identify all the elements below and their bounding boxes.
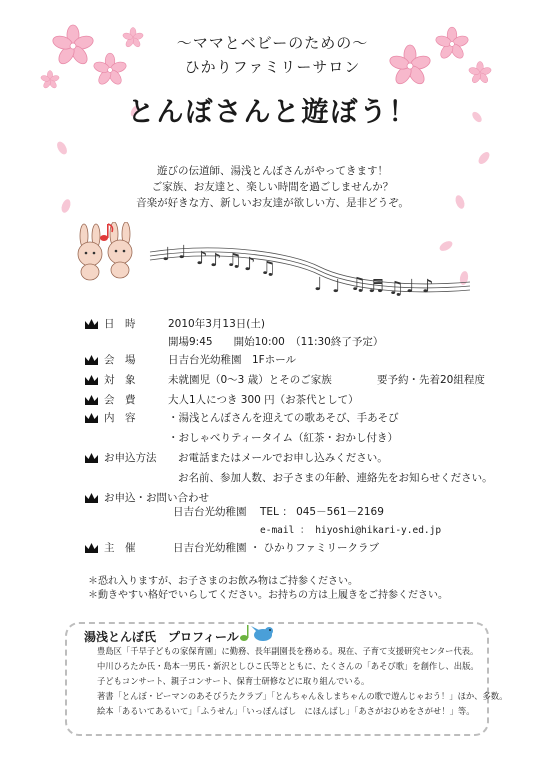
profile-line: 子どもコンサート、親子コンサート、保育士研修などに取り組んでいる。 bbox=[97, 676, 370, 686]
detail-host bbox=[84, 540, 524, 556]
intro-line: ご家族、お友達と、楽しい時間を過ごしませんか？ bbox=[151, 181, 394, 193]
svg-text:♪: ♪ bbox=[196, 248, 208, 269]
intro-line: 音楽が好きな方、新しいお友達が欲しい方、是非どうぞ。 bbox=[136, 197, 409, 209]
profile-line: 豊島区「千早子どもの家保育園」に勤務、長年副園長を務める。現在、子育て支援研究センター代表。 bbox=[97, 646, 479, 656]
svg-text:♪: ♪ bbox=[210, 250, 222, 271]
detail-value: 開場9:45 開始10:00 （11:30終了予定） bbox=[168, 336, 384, 348]
detail-apply-2 bbox=[84, 470, 524, 486]
detail-label: お申込方法 bbox=[104, 452, 157, 464]
svg-text:♫: ♫ bbox=[350, 274, 367, 295]
profile-title: 湯浅とんぼ氏 プロフィール bbox=[84, 630, 239, 644]
profile-line: 絵本「あるいてあるいて」「ふうせん」「いっぽんばし にほんばし」「あさがおひめをさがせ！」等。 bbox=[97, 706, 475, 716]
crown-icon bbox=[84, 354, 99, 366]
detail-value: 日吉台光幼稚園 1Fホール bbox=[168, 354, 297, 366]
detail-time bbox=[84, 334, 524, 350]
detail-value: 大人1人につき 300 円（お茶代として） bbox=[168, 394, 359, 406]
contact-email: e-mail ： hiyoshi@hikari-y.ed.jp bbox=[260, 525, 442, 536]
svg-text:♪: ♪ bbox=[422, 276, 434, 297]
detail-value: お名前、参加人数、お子さまの年齢、連絡先をお知らせください。 bbox=[178, 472, 493, 484]
svg-text:♪: ♪ bbox=[244, 254, 256, 275]
detail-label: 主 催 bbox=[104, 542, 136, 554]
svg-text:♩: ♩ bbox=[314, 274, 323, 295]
detail-content bbox=[84, 410, 524, 426]
detail-label: 内 容 bbox=[104, 412, 136, 424]
crown-icon bbox=[84, 318, 99, 330]
crown-icon bbox=[84, 394, 99, 406]
contact-tel: TEL ： 045－561－2169 bbox=[260, 506, 384, 518]
crown-icon bbox=[84, 542, 99, 554]
crown-icon bbox=[84, 492, 99, 504]
note-line: ＊動きやすい格好でいらしてください。お持ちの方は上履きをご持参ください。 bbox=[88, 590, 448, 601]
intro-line: 遊びの伝道師、湯浅とんぼさんがやってきます！ bbox=[157, 165, 388, 177]
detail-venue bbox=[84, 352, 524, 368]
svg-text:♩: ♩ bbox=[406, 276, 415, 297]
detail-apply bbox=[84, 450, 524, 466]
detail-value: ・湯浅とんぼさんを迎えての歌あそび、手あそび bbox=[168, 412, 399, 424]
profile-line: 中川ひろたか氏・島本一男氏・新沢としひこ氏等とともに、たくさんの「あそび歌」を創作し、出版。 bbox=[97, 661, 479, 671]
detail-content-2 bbox=[84, 430, 524, 446]
event-series-subtitle: 〜ママとベビーのための〜 bbox=[176, 34, 369, 52]
detail-label: 対 象 bbox=[104, 374, 136, 386]
detail-label: 会 場 bbox=[104, 354, 136, 366]
svg-text:♩: ♩ bbox=[178, 242, 187, 263]
bird-note-icon bbox=[237, 622, 277, 644]
note-line: ＊恐れ入りますが、お子さまのお飲み物はご持参ください。 bbox=[88, 576, 358, 587]
page-title: とんぼさんと遊ぼう！ bbox=[127, 97, 418, 128]
detail-target bbox=[84, 372, 524, 388]
detail-label: 日 時 bbox=[104, 318, 136, 330]
crown-icon bbox=[84, 452, 99, 464]
music-staff-illustration bbox=[70, 222, 480, 302]
crown-icon bbox=[84, 412, 99, 424]
salon-name: ひかりファミリーサロン bbox=[184, 58, 361, 76]
detail-label: お申込・お問い合わせ bbox=[104, 492, 209, 504]
svg-text:♫: ♫ bbox=[260, 258, 277, 279]
svg-text:♫: ♫ bbox=[388, 278, 405, 299]
detail-value: 未就園児（0～3 歳）とそのご家族 bbox=[168, 374, 332, 386]
svg-text:♫: ♫ bbox=[226, 250, 243, 271]
detail-contact-info bbox=[84, 504, 524, 520]
detail-note: 要予約・先着20組程度 bbox=[377, 374, 485, 386]
petal-decoration bbox=[54, 140, 70, 156]
detail-contact-email bbox=[84, 522, 524, 538]
bunny-icon bbox=[78, 224, 102, 280]
svg-text:♩: ♩ bbox=[162, 244, 171, 265]
detail-value: ・おしゃべりティータイム（紅茶・おかし付き） bbox=[168, 432, 398, 444]
crown-icon bbox=[84, 374, 99, 386]
profile-line: 著書「とんぼ・ピーマンのあそびうたクラブ」「とんちゃん＆しまちゃんの歌で遊んじゃおう！」ほか、多数。 bbox=[97, 691, 508, 701]
intro-text bbox=[0, 163, 545, 211]
svg-text:♬: ♬ bbox=[368, 276, 385, 297]
contact-org: 日吉台光幼稚園 bbox=[173, 506, 247, 518]
detail-date bbox=[84, 316, 524, 332]
music-notes-icon bbox=[162, 242, 434, 299]
svg-text:♩: ♩ bbox=[332, 276, 341, 297]
detail-value: 2010年3月13日(土) bbox=[168, 318, 265, 330]
detail-label: 会 費 bbox=[104, 394, 136, 406]
detail-value: お電話またはメールでお申し込みください。 bbox=[178, 452, 388, 464]
detail-value: 日吉台光幼稚園 ・ ひかりファミリークラブ bbox=[173, 542, 379, 554]
detail-fee bbox=[84, 392, 524, 408]
